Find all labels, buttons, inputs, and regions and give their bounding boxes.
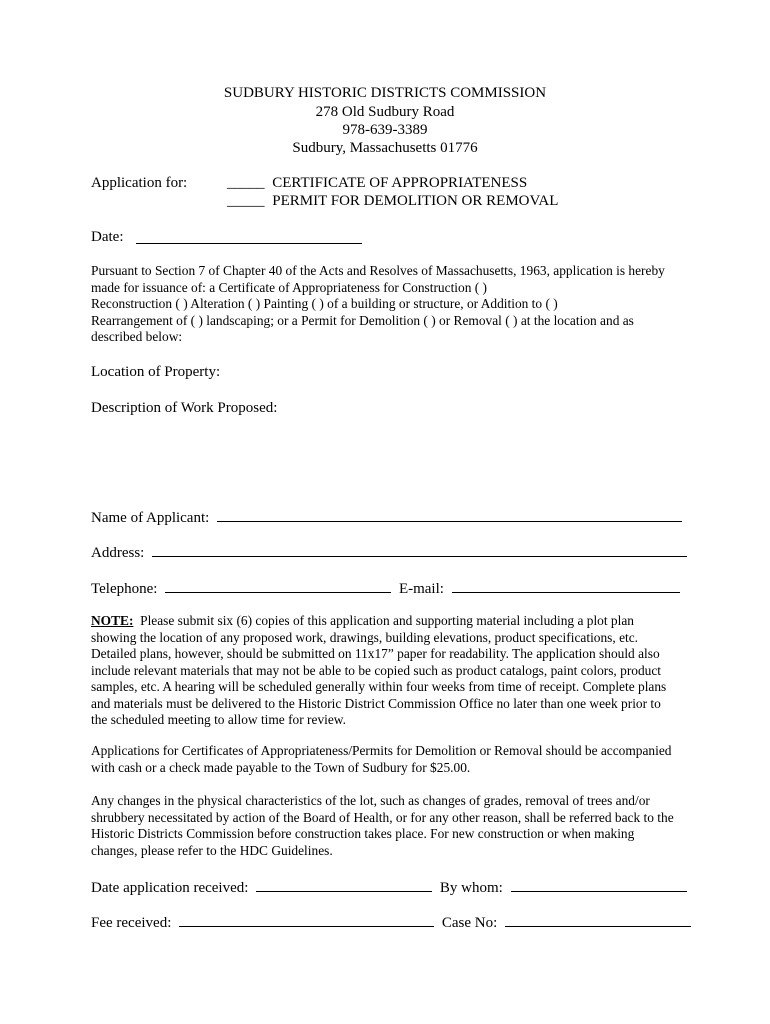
- fees-line: with cash or a check made payable to the Town of Sudbury for $25.00.: [91, 759, 471, 775]
- address-label: Address:: [91, 545, 145, 561]
- changes-line: shrubbery necessitated by action of the Board of Health, or for any other reason, shall be referred back to the: [91, 809, 674, 825]
- case-no-label: Case No:: [441, 915, 498, 931]
- fee-received-row: [91, 912, 691, 932]
- note-line: samples, etc. A hearing will be scheduled generally within four weeks from time of receipt. Complete plans: [91, 679, 667, 694]
- date-label: Date:: [91, 229, 124, 245]
- note-line: Detailed plans, however, should be submitted on 11x17” paper for readability. The application should also: [91, 646, 660, 661]
- telephone-label: Telephone:: [91, 581, 158, 597]
- fee-received-label: Fee received:: [91, 915, 172, 931]
- pursuant-line: Rearrangement of ( ) landscaping; or a Permit for Demolition ( ) or Removal ( ) at the location and as: [91, 312, 634, 328]
- changes-line: Historic Districts Commission before construction takes place. For new construction or when making: [91, 826, 635, 841]
- fees-line: Applications for Certificates of Appropriateness/Permits for Demolition or Removal should be accompanied: [91, 743, 672, 758]
- address-field[interactable]: [152, 542, 687, 557]
- note-line: the scheduled meeting to allow time for review.: [91, 712, 346, 727]
- note-line: showing the location of any proposed work, drawings, building elevations, product specifications, etc.: [91, 629, 639, 645]
- telephone-field[interactable]: [165, 578, 391, 593]
- by-whom-label: By whom:: [439, 880, 503, 896]
- email-field[interactable]: [452, 578, 680, 593]
- by-whom-field[interactable]: [511, 877, 687, 892]
- demolition-option[interactable]: [227, 193, 558, 210]
- pursuant-line: Reconstruction ( ) Alteration ( ) Painting ( ) of a building or structure, or Addition to ( ): [91, 296, 558, 311]
- org-street: 278 Old Sudbury Road: [315, 104, 455, 120]
- org-phone: 978-639-3389: [342, 122, 428, 138]
- note-paragraph: [91, 613, 696, 729]
- applicant-name-row: [91, 507, 682, 527]
- date-received-field[interactable]: [256, 877, 432, 892]
- date-received-label: Date application received:: [91, 880, 249, 896]
- changes-line: Any changes in the physical characteristics of the lot, such as changes of grades, removal of trees and/or: [91, 793, 650, 808]
- email-label: E-mail:: [398, 581, 444, 597]
- demolition-option-blank[interactable]: _____: [227, 193, 265, 209]
- description-field[interactable]: [91, 420, 686, 495]
- case-no-field[interactable]: [505, 912, 691, 927]
- note-line: and materials must be delivered to the Historic District Commission Office no later than one week prior to: [91, 695, 661, 711]
- org-name: SUDBURY HISTORIC DISTRICTS COMMISSION: [223, 85, 547, 101]
- note-line: [91, 613, 696, 630]
- org-city: Sudbury, Massachusetts 01776: [292, 140, 478, 156]
- location-field[interactable]: [225, 360, 685, 382]
- application-for-label: Application for:: [91, 175, 188, 191]
- changes-line: changes, please refer to the HDC Guidelines.: [91, 842, 333, 858]
- applicant-name-label: Name of Applicant:: [91, 510, 210, 526]
- date-field[interactable]: [136, 229, 362, 244]
- applicant-name-field[interactable]: [217, 507, 682, 522]
- fee-received-field[interactable]: [179, 912, 434, 927]
- description-label: Description of Work Proposed:: [91, 400, 278, 416]
- address-row: [91, 542, 687, 562]
- certificate-option-blank[interactable]: _____: [227, 175, 265, 191]
- pursuant-paragraph: [91, 263, 696, 346]
- changes-paragraph: [91, 793, 696, 859]
- pursuant-line: described below:: [91, 329, 183, 344]
- note-line: include relevant materials that may not be able to be copied such as product catalogs, paint colors, product: [91, 662, 662, 678]
- fees-paragraph: [91, 743, 696, 776]
- note-label: NOTE:: [91, 613, 134, 628]
- certificate-option-label: CERTIFICATE OF APPROPRIATENESS: [272, 175, 528, 191]
- pursuant-line: made for issuance of: a Certificate of Appropriateness for Construction ( ): [91, 279, 488, 295]
- demolition-option-label: PERMIT FOR DEMOLITION OR REMOVAL: [272, 193, 559, 209]
- date-received-row: [91, 877, 687, 897]
- note-text: Please submit six (6) copies of this application and supporting material including a plot plan: [133, 613, 634, 628]
- contact-row: [91, 578, 680, 598]
- pursuant-line: Pursuant to Section 7 of Chapter 40 of the Acts and Resolves of Massachusetts, 1963, application is hereby: [91, 263, 665, 278]
- location-label: Location of Property:: [91, 364, 221, 380]
- certificate-option[interactable]: [227, 175, 527, 192]
